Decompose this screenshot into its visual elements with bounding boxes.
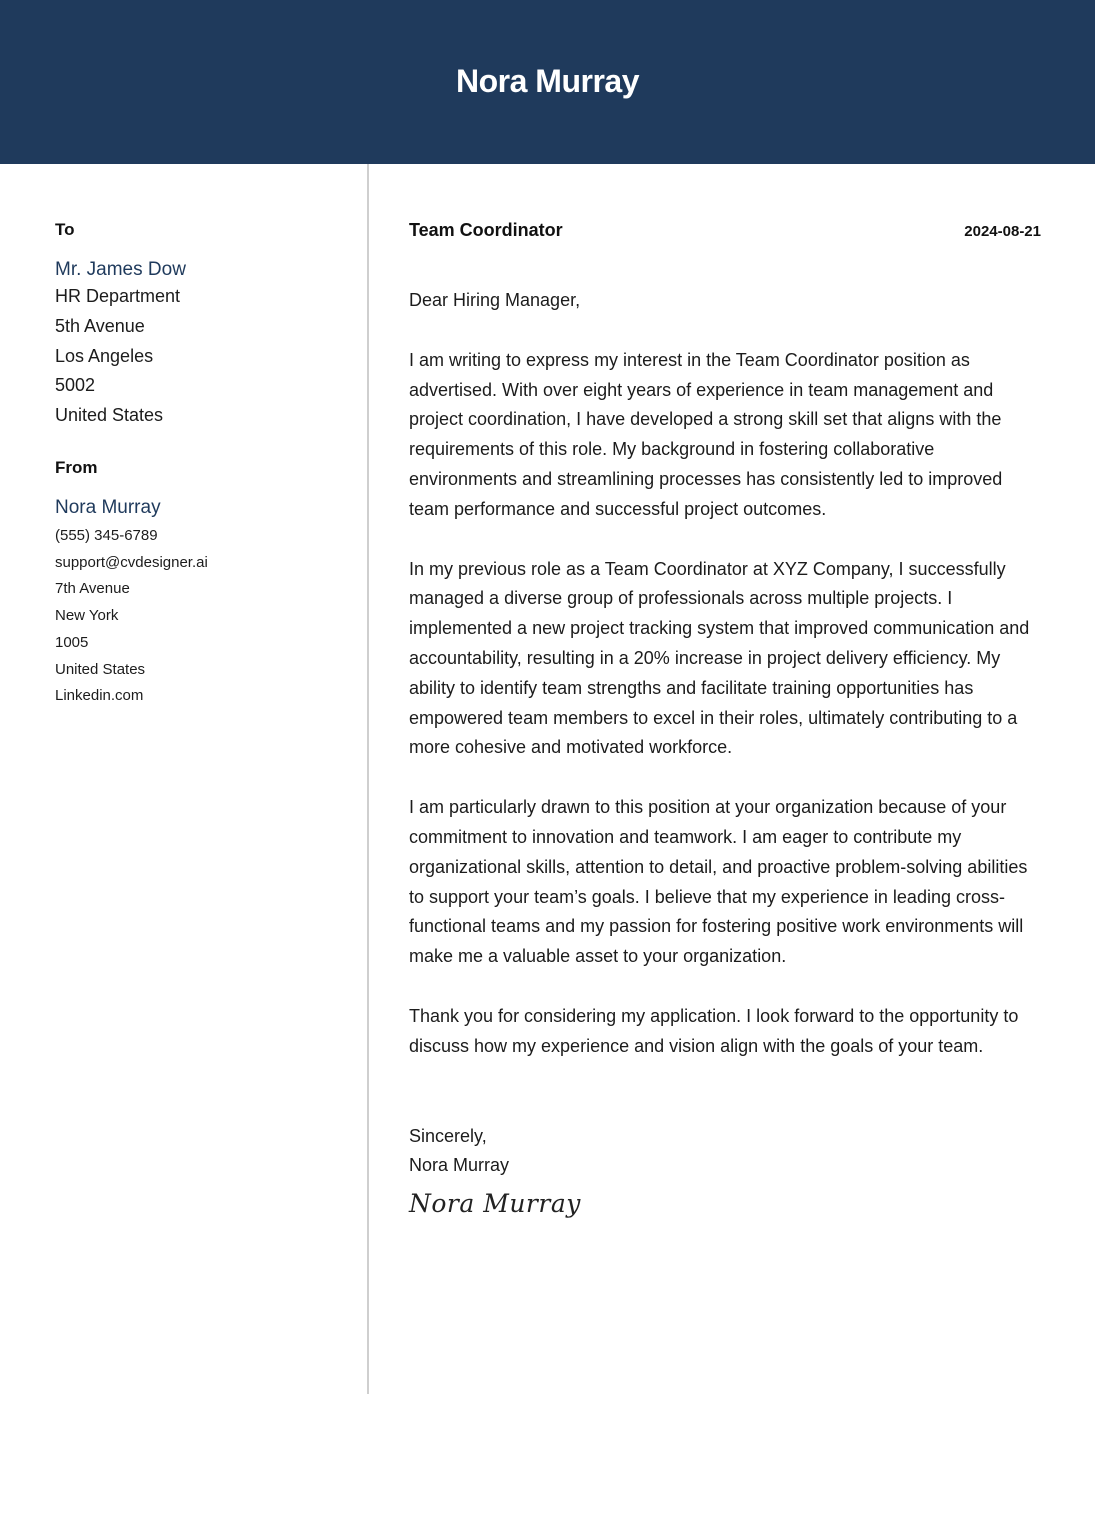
closing-phrase: Sincerely,	[409, 1125, 487, 1146]
recipient-address	[55, 282, 355, 431]
sender-heading: From	[55, 457, 98, 477]
letter-header	[409, 220, 1041, 241]
recipient-block	[55, 220, 355, 431]
job-title: Team Coordinator	[409, 220, 563, 240]
paragraph: I am particularly drawn to this position at your organization because of your commitment to innovation and teamwork. I am eager to contribute my organizational skills, attention to detail, and proactive problem-solving abilities to support your team’s goals. I believe that my experience in leading cross-functional teams and my passion for fostering positive work environments will make me a valuable asset to your organization.	[409, 797, 1028, 967]
sender-name: Nora Murray	[55, 496, 161, 518]
handwritten-signature: Nora Murray	[409, 1189, 581, 1219]
sender-email: support@cvdesigner.ai	[55, 553, 208, 571]
sidebar	[55, 220, 355, 710]
header-banner	[0, 0, 1095, 164]
recipient-heading: To	[55, 220, 75, 239]
sender-phone: (555) 345-6789	[55, 526, 158, 544]
recipient-city: Los Angeles	[55, 345, 154, 366]
sender-block	[55, 458, 355, 710]
recipient-department: HR Department	[55, 286, 181, 306]
paragraph: Thank you for considering my application. I look forward to the opportunity to discuss how my experience and vision align with the goals of your team.	[409, 1005, 1019, 1056]
sender-street: 7th Avenue	[55, 580, 130, 598]
letter-date: 2024-08-21	[964, 223, 1041, 240]
letter-body	[409, 220, 1041, 1218]
recipient-postcode: 5002	[55, 375, 96, 396]
header-name: Nora Murray	[456, 62, 639, 99]
column-divider	[367, 164, 369, 1394]
closing-name: Nora Murray	[409, 1155, 510, 1176]
sender-linkedin: Linkedin.com	[55, 687, 144, 705]
sender-country: United States	[55, 660, 146, 678]
recipient-street: 5th Avenue	[55, 315, 145, 336]
sender-contact	[55, 523, 355, 710]
paragraph: I am writing to express my interest in the Team Coordinator position as advertised. With over eight years of experience in team management and project coordination, I have developed a strong skill set that aligns with the requirements of this role. My background in fostering collaborative environments and streamlining processes has consistently led to improved team performance and successful project outcomes.	[409, 349, 1003, 519]
recipient-country: United States	[55, 405, 164, 426]
recipient-name: Mr. James Dow	[55, 259, 186, 280]
closing-block	[409, 1122, 1041, 1182]
sender-postcode: 1005	[55, 633, 89, 651]
sender-city: New York	[55, 607, 119, 625]
paragraph: In my previous role as a Team Coordinator at XYZ Company, I successfully managed a diverse group of professionals across multiple projects. I implemented a new project tracking system that improved communication and accountability, resulting in a 20% increase in project delivery efficiency. My ability to identify team strengths and facilitate training opportunities has empowered team members to excel in their roles, ultimately contributing to a more cohesive and motivated workforce.	[409, 558, 1030, 758]
salutation: Dear Hiring Manager,	[409, 290, 581, 310]
